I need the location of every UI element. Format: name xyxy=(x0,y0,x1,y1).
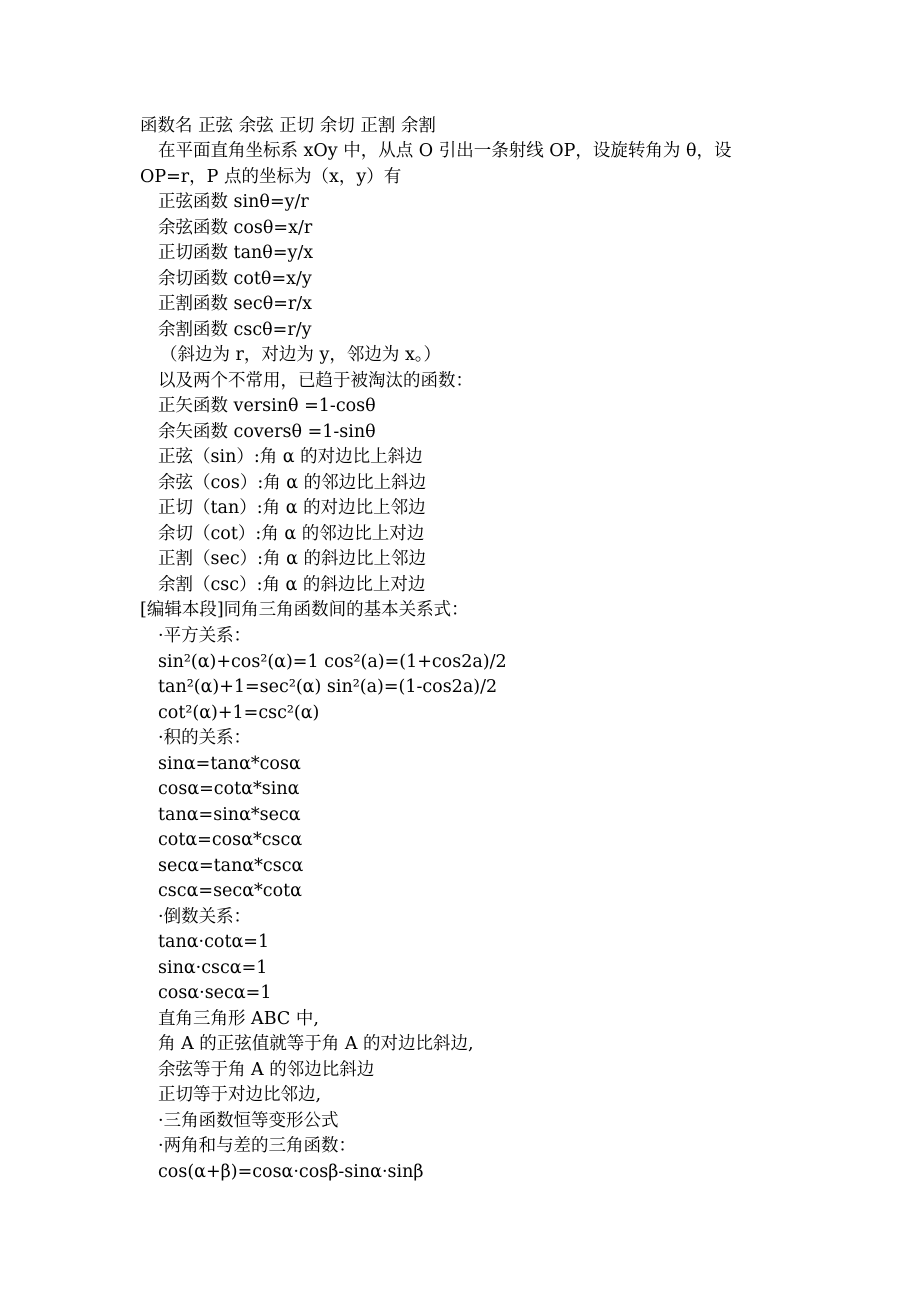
formula-line: cosα·secα=1 xyxy=(158,983,272,1003)
coversine-definition: 余矢函数 coversθ =1-sinθ xyxy=(158,422,376,442)
cosine-description: 余弦等于角 A 的邻边比斜边 xyxy=(158,1060,375,1080)
tangent-description: 正切等于对边比邻边, xyxy=(158,1085,322,1105)
sides-note: （斜边为 r，对边为 y，邻边为 x。） xyxy=(160,345,442,365)
right-triangle-intro: 直角三角形 ABC 中, xyxy=(158,1009,319,1029)
formula-line: cos(α+β)=cosα·cosβ-sinα·sinβ xyxy=(158,1162,424,1182)
function-names-header: 函数名 正弦 余弦 正切 余切 正割 余割 xyxy=(140,116,436,136)
sec-ratio: 正割（sec）:角 α 的斜边比上邻边 xyxy=(158,549,426,569)
cot-ratio: 余切（cot）:角 α 的邻边比上对边 xyxy=(158,524,425,544)
sum-difference-heading: ·两角和与差的三角函数： xyxy=(158,1136,357,1156)
section-heading: [编辑本段]同角三角函数间的基本关系式： xyxy=(140,600,469,620)
cosecant-definition: 余割函数 cscθ=r/y xyxy=(158,320,312,340)
definition-intro-line-1: 在平面直角坐标系 xOy 中，从点 O 引出一条射线 OP，设旋转角为 θ，设 xyxy=(158,141,732,161)
reciprocal-relations-heading: ·倒数关系： xyxy=(158,907,252,927)
square-relations-heading: ·平方关系： xyxy=(158,626,252,646)
tan-ratio: 正切（tan）:角 α 的对边比上邻边 xyxy=(158,498,426,518)
sine-definition: 正弦函数 sinθ=y/r xyxy=(158,192,309,212)
versine-definition: 正矢函数 versinθ =1-cosθ xyxy=(158,396,376,416)
sin-ratio: 正弦（sin）:角 α 的对边比上斜边 xyxy=(158,447,423,467)
formula-line: secα=tanα*cscα xyxy=(158,856,304,876)
formula-line: cosα=cotα*sinα xyxy=(158,779,300,799)
formula-line: tanα·cotα=1 xyxy=(158,932,270,952)
uncommon-functions-intro: 以及两个不常用，已趋于被淘汰的函数： xyxy=(158,371,473,391)
definition-intro-line-2: OP=r，P 点的坐标为（x，y）有 xyxy=(140,167,402,187)
secant-definition: 正割函数 secθ=r/x xyxy=(158,294,313,314)
formula-line: sinα·cscα=1 xyxy=(158,958,268,978)
formula-line: cscα=secα*cotα xyxy=(158,881,302,901)
formula-line: sin²(α)+cos²(α)=1 cos²(a)=(1+cos2a)/2 xyxy=(158,652,507,672)
formula-line: tan²(α)+1=sec²(α) sin²(a)=(1-cos2a)/2 xyxy=(158,677,498,697)
cos-ratio: 余弦（cos）:角 α 的邻边比上斜边 xyxy=(158,473,427,493)
tangent-definition: 正切函数 tanθ=y/x xyxy=(158,243,314,263)
cotangent-definition: 余切函数 cotθ=x/y xyxy=(158,269,312,289)
formula-line: cotα=cosα*cscα xyxy=(158,830,303,850)
product-relations-heading: ·积的关系： xyxy=(158,728,252,748)
csc-ratio: 余割（csc）:角 α 的斜边比上对边 xyxy=(158,575,426,595)
sine-description: 角 A 的正弦值就等于角 A 的对边比斜边, xyxy=(158,1034,474,1054)
cosine-definition: 余弦函数 cosθ=x/r xyxy=(158,218,313,238)
formula-line: sinα=tanα*cosα xyxy=(158,754,301,774)
formula-line: tanα=sinα*secα xyxy=(158,805,301,825)
formula-line: cot²(α)+1=csc²(α) xyxy=(158,703,320,723)
identity-transform-heading: ·三角函数恒等变形公式 xyxy=(158,1111,339,1131)
